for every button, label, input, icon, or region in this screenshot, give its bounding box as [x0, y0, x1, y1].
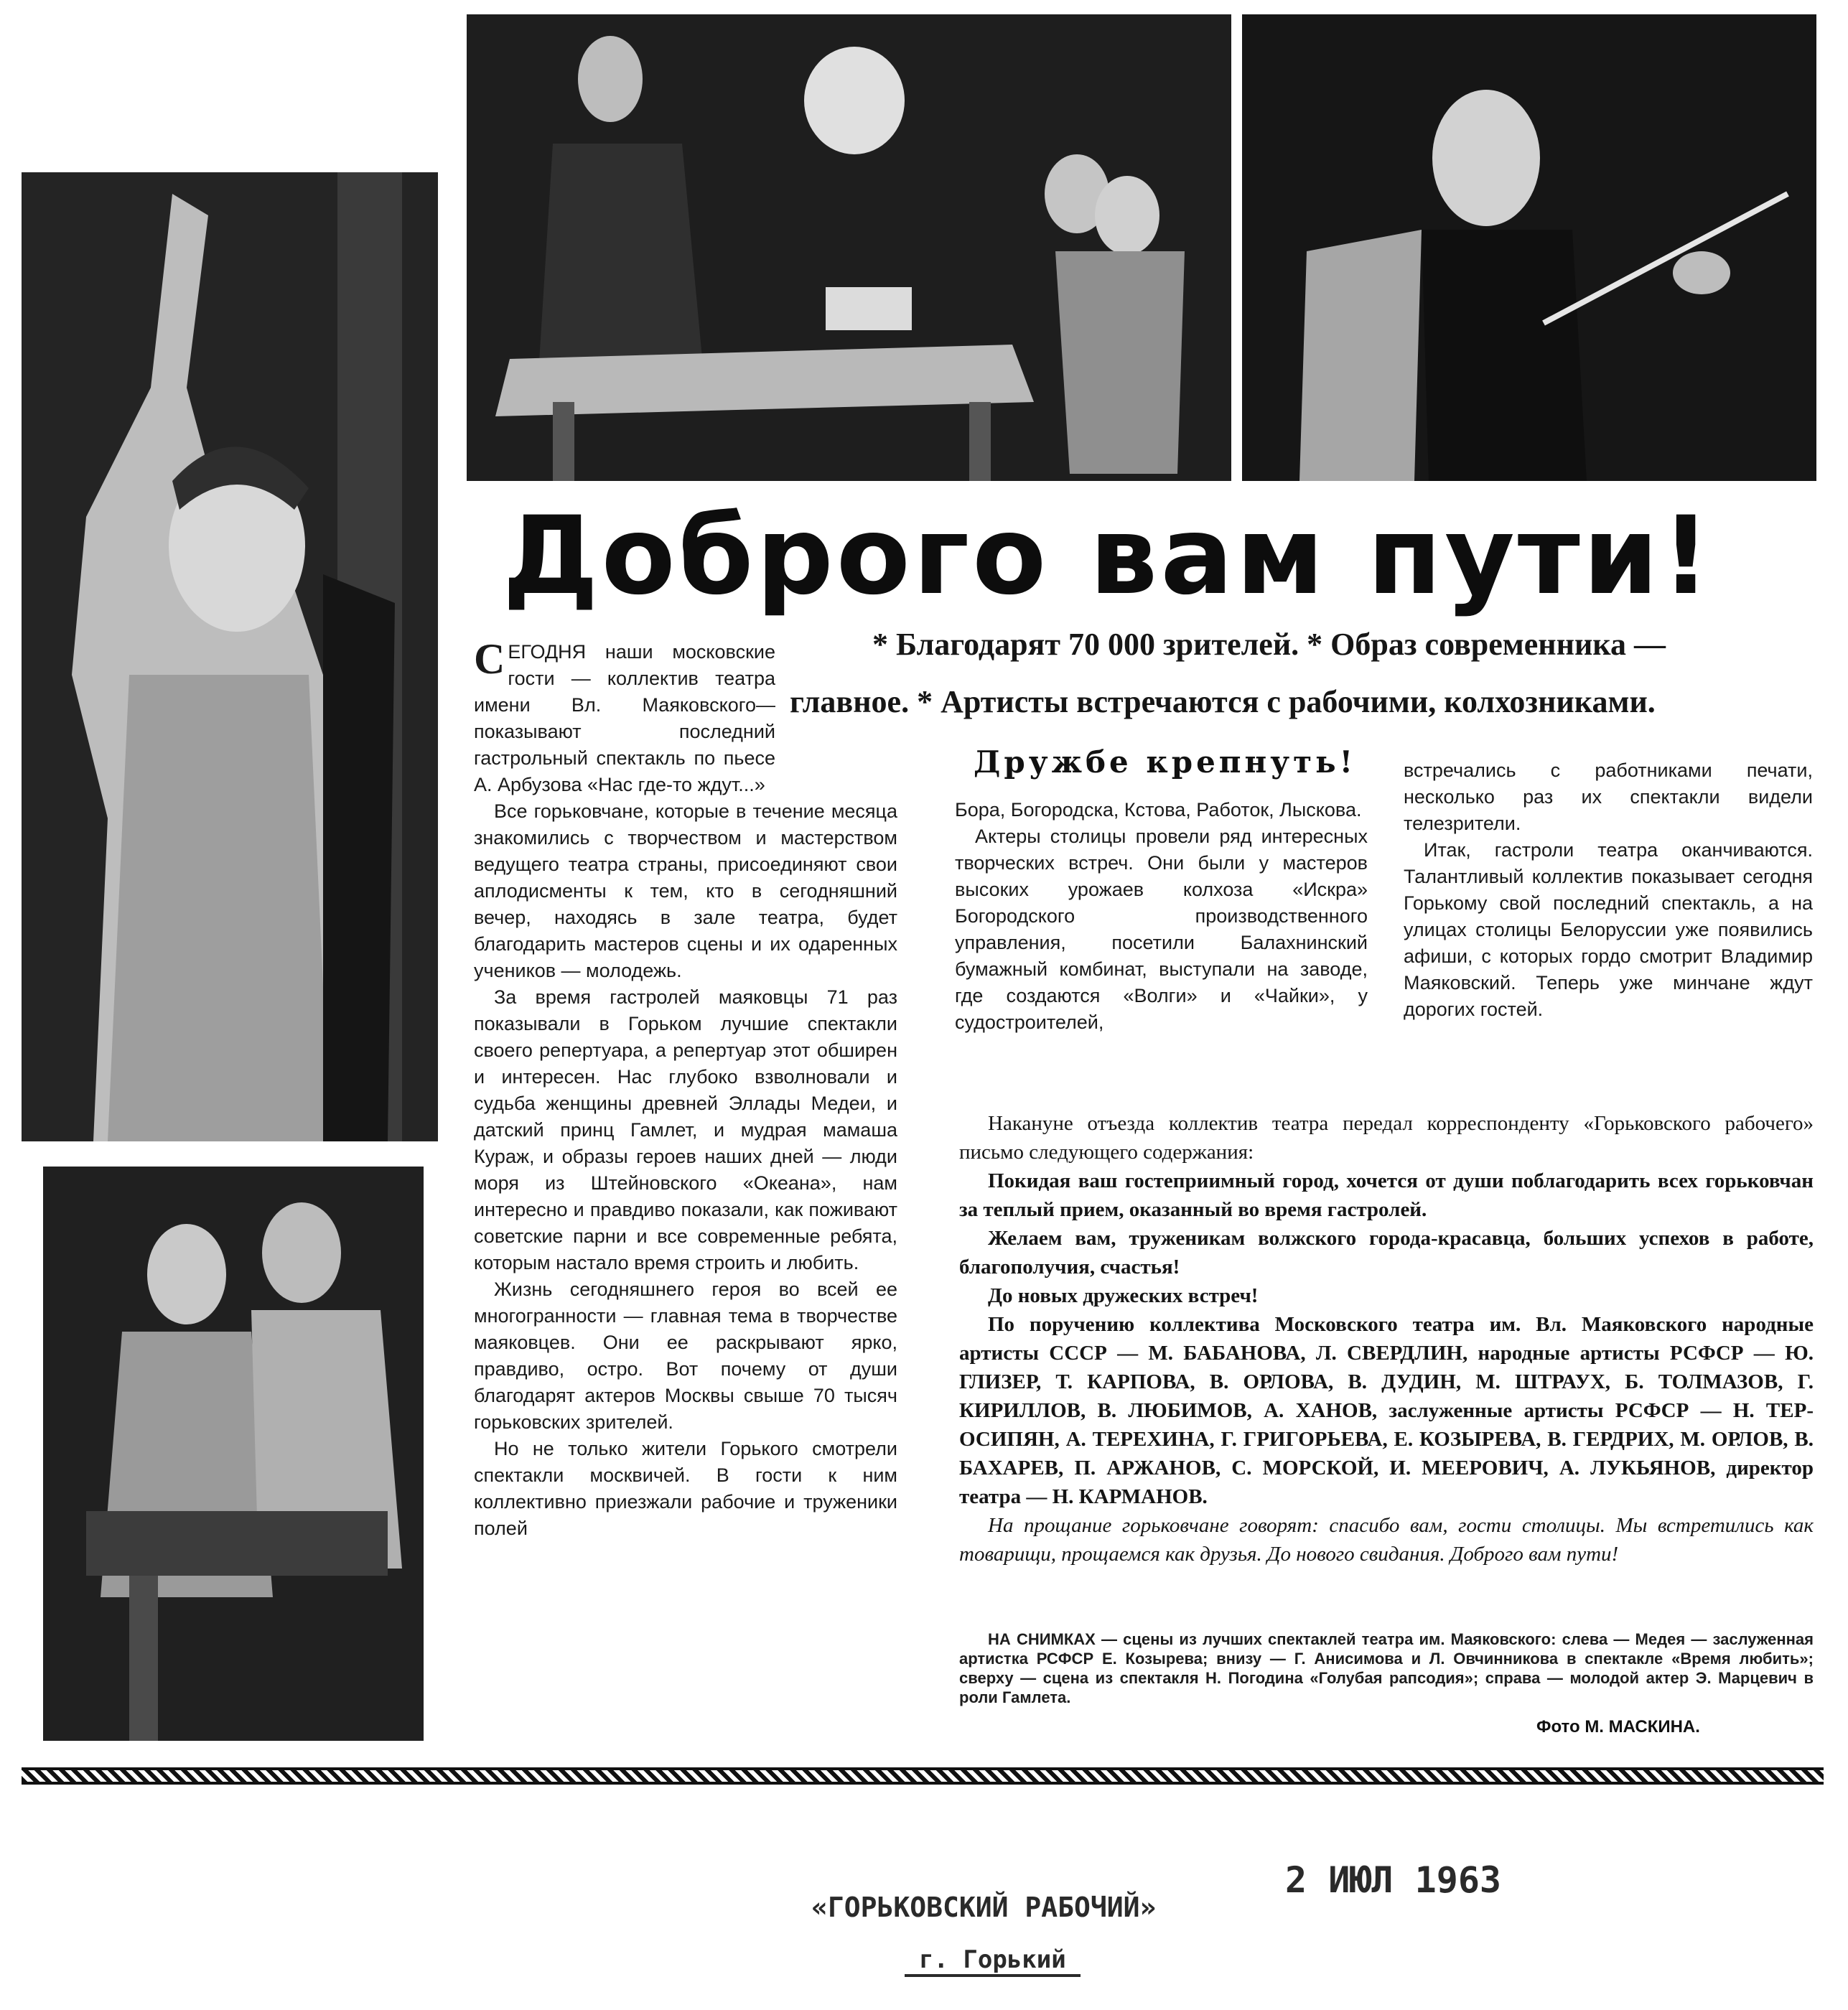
letter-paragraph-2: Желаем вам, труженикам волжского города-красавца, больших успехов в работе, благополучия, счастья!	[959, 1227, 1814, 1279]
photo-credit: Фото М. МАСКИНА.	[1536, 1717, 1700, 1736]
photo-medea-image	[22, 172, 438, 1141]
photo-vremya-lyubit	[43, 1167, 424, 1741]
dropcap: С	[474, 635, 505, 683]
letter-farewell: На прощание горьковчане говорят: спасибо вам, гости столицы. Мы встретились как товарищи, прощаемся как друзья. До нового свидания. Доброго вам пути!	[959, 1514, 1814, 1566]
photo-caption	[959, 1630, 1814, 1707]
letter-paragraph-3: До новых дружеских встреч!	[988, 1284, 1259, 1307]
stamp-newspaper: «ГОРЬКОВСКИЙ РАБОЧИЙ»	[811, 1892, 1157, 1923]
theatre-letter	[959, 1109, 1814, 1569]
stamp-date: 2 ИЮЛ 1963	[1285, 1859, 1502, 1901]
photo-caption-text: НА СНИМКАХ — сцены из лучших спектаклей театра им. Маяковского: слева — Медея — заслуженная артистка РСФСР Е. Козырева; внизу — Г. Анисимова и Л. Овчинникова в спектакле «Время любить»; сверху — сцена из спектакля Н. Погодина «Голубая рапсодия»; справа — молодой актер Э. Марцевич в роли Гамлета.	[959, 1630, 1814, 1706]
photo-golubaya-rapsodiya	[467, 14, 1231, 481]
article-column-1	[474, 635, 897, 1542]
letter-signatories: По поручению коллектива Московского театра им. Вл. Маяковского народные артисты СССР — М. БАБАНОВА, Л. СВЕРДЛИН, народные артисты РСФСР — Ю. ГЛИЗЕР, Т. КАРПОВА, В. ОРЛОВА, В. ДУДИН, М. ШТРАУХ, Б. ТОЛМАЗОВ, Г. КИРИЛЛОВ, В. ЛЮБИМОВ, А. ХАНОВ, заслуженные артисты РСФСР — Н. ТЕР-ОСИПЯН, А. ТЕРЕХИНА, Г. ГРИГОРЬЕВА, Е. КОЗЫРЕВА, В. ГЕРДРИХ, М. ОРЛОВ, В. БАХАРЕВ, П. АРЖАНОВ, С. МОРСКОЙ, И. МЕЕРОВИЧ, А. ЛУКЬЯНОВ, директор театра — Н. КАРМАНОВ.	[959, 1313, 1814, 1508]
column-3-paragraph-2: Итак, гастроли театра оканчиваются. Талантливый коллектив показывает сегодня Горькому свой последний спектакль, а на улицах столицы Белоруссии уже появились афиши, с которых гордо смотрит Владимир Маяковский. Теперь уже минчане ждут дорогих гостей.	[1404, 839, 1813, 1020]
column-1-paragraph-2: Все горьковчане, которые в течение месяца знакомились с творчеством и мастерством ведущего театра страны, присоединяют свои аплодисменты к тем, кто в сегодняшний вечер, находясь в зале театра, будет благодарить мастеров сцены и их одаренных учеников — молодежь.	[474, 800, 897, 981]
column-1-paragraph-1: ЕГОДНЯ наши московские гости — коллектив театра имени Вл. Маяковского—показывают последний гастрольный спектакль по пьесе А. Арбузова «Нас где-то ждут...»	[474, 641, 775, 795]
subhead-line-1: * Благодарят 70 000 зрителей. * Образ современника —	[872, 627, 1666, 662]
photo-medea	[22, 172, 438, 1141]
column-2-paragraph-1: Бора, Богородска, Кстова, Работок, Лыскова.	[955, 799, 1362, 821]
page-divider	[22, 1767, 1824, 1785]
photo-vremya-lyubit-image	[43, 1167, 424, 1741]
column-2-paragraph-2: Актеры столицы провели ряд интересных творческих встреч. Они были у мастеров высоких урожаев колхоза «Искра» Богородского производственного управления, посетили Балахнинский бумажный комбинат, выступали на заводе, где создаются «Волги» и «Чайки», у судостроителей,	[955, 826, 1368, 1033]
column-1-paragraph-5: Но не только жители Горького смотрели спектакли москвичей. В гости к ним коллективно приезжали рабочие и труженики полей	[474, 1438, 897, 1539]
subhead-line-2: главное. * Артисты встречаются с рабочими, колхозниками.	[790, 684, 1656, 719]
headline: Доброго вам пути!	[503, 494, 1714, 619]
column-1-lead	[474, 635, 775, 798]
section-heading: Дружбе крепнуть!	[974, 744, 1357, 780]
article-column-2	[955, 797, 1368, 1036]
letter-intro: Накануне отъезда коллектив театра передал корреспонденту «Горьковского рабочего» письмо следующего содержания:	[959, 1112, 1814, 1164]
letter-paragraph-1: Покидая ваш гостеприимный город, хочется от души поблагодарить всех горьковчан за теплый прием, оказанный во время гастролей.	[959, 1169, 1814, 1221]
photo-golubaya-rapsodiya-image	[467, 14, 1231, 481]
stamp-city: г. Горький	[905, 1945, 1081, 1977]
photo-hamlet-image	[1242, 14, 1816, 481]
article-column-3	[1404, 757, 1813, 1023]
column-3-paragraph-1: встречались с работниками печати, несколько раз их спектакли видели телезрители.	[1404, 759, 1813, 834]
column-1-paragraph-4: Жизнь сегодняшнего героя во всей ее многогранности — главная тема в творчестве маяковцев. Они ее раскрывают ярко, правдиво, остро. Вот почему от души благодарят актеров Москвы свыше 70 тысяч горьковских зрителей.	[474, 1279, 897, 1433]
column-1-paragraph-3: За время гастролей маяковцы 71 раз показывали в Горьком лучшие спектакли своего репертуара, а репертуар этот обширен и интересен. Нас глубоко взволновали и судьба женщины древней Эллады Медеи, и датский принц Гамлет, и мудрая мамаша Кураж, и образы героев наших дней — люди моря из Штейновского «Океана», нам интересно и правдиво показали, как поживают советские парни и все современные ребята, которым настало время строить и любить.	[474, 986, 897, 1273]
photo-hamlet	[1242, 14, 1816, 481]
